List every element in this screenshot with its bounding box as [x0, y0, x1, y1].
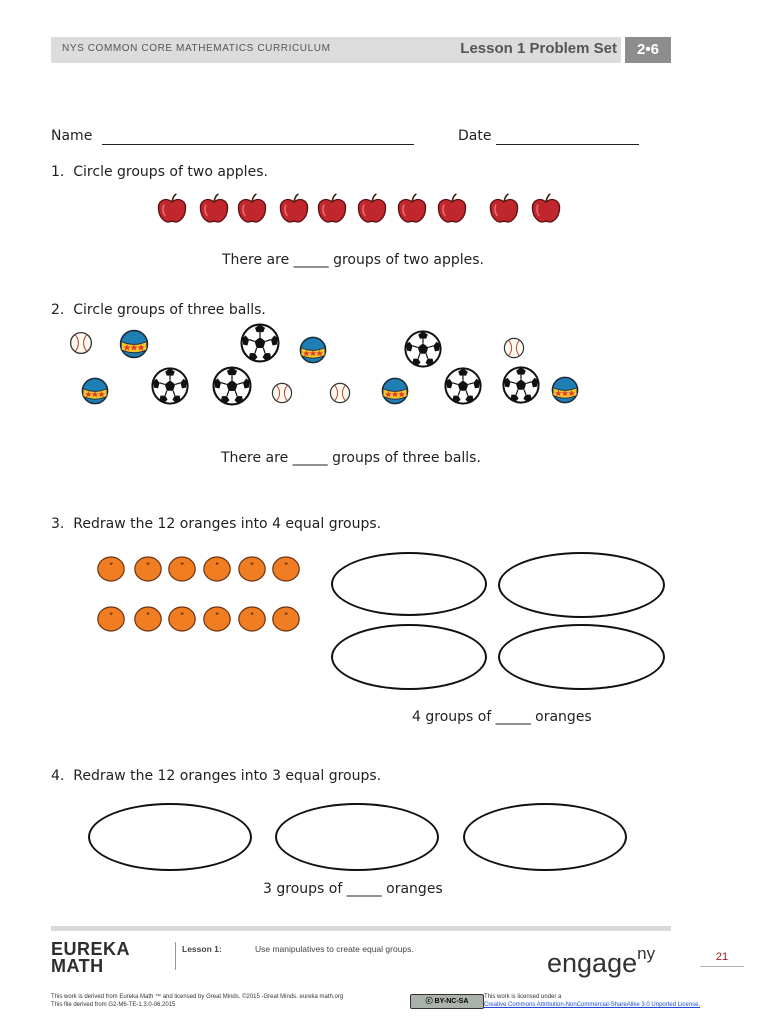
orange-icon: [133, 604, 163, 634]
apple-icon: [356, 193, 388, 225]
star-ball-icon: [550, 375, 580, 405]
answer-sentence-4: 3 groups of _____ oranges: [263, 881, 443, 897]
cc-icon: ⓒ: [425, 998, 433, 1005]
grade-module-badge: 2•6: [625, 37, 671, 63]
orange-icon: [237, 554, 267, 584]
answer-sentence-2: There are _____ groups of three balls.: [221, 450, 481, 466]
group-circle[interactable]: [275, 803, 439, 871]
engageny-logo: engage$^{ny}$: [547, 944, 656, 978]
question-4: [51, 768, 381, 784]
soccer-ball-icon: [403, 329, 443, 369]
baseball-icon: [328, 381, 352, 405]
orange-icon: [202, 554, 232, 584]
apple-icon: [530, 193, 562, 225]
page-number: 21: [700, 951, 744, 967]
question-3: [51, 516, 381, 532]
curriculum-title: NYS COMMON CORE MATHEMATICS CURRICULUM: [62, 43, 331, 54]
eureka-math-logo: EUREKA MATH: [51, 939, 131, 976]
footer-lesson-description: Use manipulatives to create equal groups.: [255, 944, 414, 954]
question-prompt: Redraw the 12 oranges into 3 equal groups.: [73, 768, 382, 784]
orange-icon: [237, 604, 267, 634]
orange-icon: [96, 604, 126, 634]
soccer-ball-icon: [239, 322, 281, 364]
apple-icon: [316, 193, 348, 225]
name-field[interactable]: [102, 144, 414, 145]
apple-icon: [198, 193, 230, 225]
group-circle[interactable]: [88, 803, 252, 871]
question-prompt: Circle groups of three balls.: [73, 302, 266, 318]
apple-icon: [436, 193, 468, 225]
orange-icon: [271, 604, 301, 634]
footer-lesson-label: Lesson 1:: [182, 944, 222, 954]
orange-icon: [167, 554, 197, 584]
group-circle[interactable]: [498, 624, 665, 690]
group-circle[interactable]: [498, 552, 665, 618]
group-circle[interactable]: [331, 552, 487, 616]
orange-icon: [202, 604, 232, 634]
question-number: 2.: [51, 302, 65, 318]
footer-separator: [175, 942, 176, 970]
orange-icon: [271, 554, 301, 584]
star-ball-icon: [380, 376, 410, 406]
question-prompt: Redraw the 12 oranges into 4 equal groups.: [73, 516, 382, 532]
question-number: 3.: [51, 516, 65, 532]
license-notice: This work is licensed under a Creative Commons Attribution-NonCommercial-ShareAlike 3.0 Unported License.: [484, 994, 701, 1008]
apple-icon: [236, 193, 268, 225]
derived-notice: This work is derived from Eureka Math ™ and licensed by Great Minds. ©2015 -Great Minds. eureka math.org This file derived from G2-M6-TE-1.3.0-06.2015: [51, 994, 344, 1008]
baseball-icon: [68, 330, 94, 356]
orange-icon: [96, 554, 126, 584]
cc-license-badge: ⓒ BY-NC-SA: [410, 994, 484, 1009]
date-label: Date: [458, 128, 492, 144]
question-prompt: Circle groups of two apples.: [73, 164, 268, 180]
answer-sentence-1: There are _____ groups of two apples.: [222, 252, 484, 268]
name-label: Name: [51, 128, 93, 144]
question-number: 1.: [51, 164, 65, 180]
answer-sentence-3: 4 groups of _____ oranges: [412, 709, 592, 725]
date-field[interactable]: [496, 144, 639, 145]
star-ball-icon: [298, 335, 328, 365]
star-ball-icon: [80, 376, 110, 406]
soccer-ball-icon: [150, 366, 190, 406]
question-number: 4.: [51, 768, 65, 784]
apple-icon: [396, 193, 428, 225]
question-2: [51, 302, 266, 318]
apple-icon: [278, 193, 310, 225]
soccer-ball-icon: [443, 366, 483, 406]
footer-divider: [51, 926, 671, 931]
orange-icon: [133, 554, 163, 584]
apple-icon: [156, 193, 188, 225]
lesson-title: Lesson 1 Problem Set: [460, 40, 617, 57]
apple-icon: [488, 193, 520, 225]
baseball-icon: [502, 336, 526, 360]
soccer-ball-icon: [211, 365, 253, 407]
group-circle[interactable]: [331, 624, 487, 690]
question-1: [51, 164, 268, 180]
star-ball-icon: [118, 328, 150, 360]
orange-icon: [167, 604, 197, 634]
baseball-icon: [270, 381, 294, 405]
license-link[interactable]: Creative Commons Attribution-NonCommercial-ShareAlike 3.0 Unported License.: [484, 1002, 701, 1008]
group-circle[interactable]: [463, 803, 627, 871]
soccer-ball-icon: [501, 365, 541, 405]
